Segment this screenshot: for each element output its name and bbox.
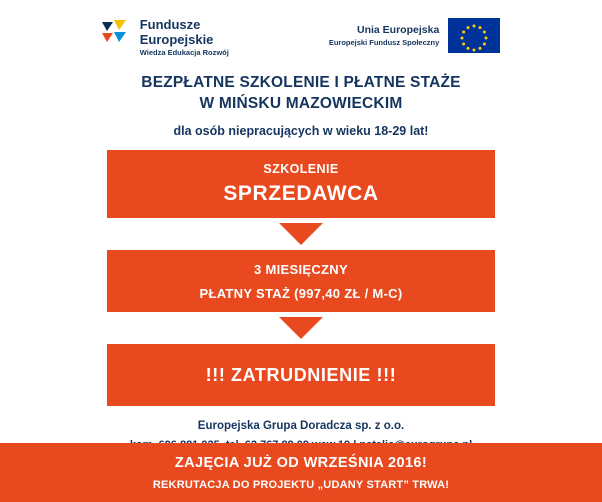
box-szkolenie-label: SZKOLENIE bbox=[263, 162, 339, 177]
box-zatrudnienie bbox=[107, 344, 495, 406]
box-szkolenie-value: SPRZEDAWCA bbox=[223, 182, 379, 206]
ue-line-1: Unia Europejska bbox=[357, 23, 440, 36]
title-block bbox=[0, 73, 602, 138]
fe-line-2: Europejskie bbox=[139, 31, 214, 47]
offer-boxes bbox=[0, 150, 602, 406]
unia-europejska-logo bbox=[329, 18, 500, 53]
box-staz bbox=[107, 250, 495, 312]
box-staz-line-2: PŁATNY STAŻ (997,40 ZŁ / M-C) bbox=[199, 285, 403, 301]
arrow-down-icon bbox=[279, 223, 323, 245]
page-title-line-1: BEZPŁATNE SZKOLENIE I PŁATNE STAŻE bbox=[141, 74, 461, 92]
ue-line-2: Europejski Fundusz Społeczny bbox=[328, 38, 440, 48]
banner-line-1: ZAJĘCIA JUŻ OD WRZEŚNIA 2016! bbox=[174, 454, 428, 471]
banner-line-2: REKRUTACJA DO PROJEKTU „UDANY START” TRWA! bbox=[152, 478, 450, 491]
fe-line-3: Wiedza Edukacja Rozwój bbox=[139, 48, 229, 58]
eu-flag-icon bbox=[448, 18, 500, 53]
box-staz-line-1: 3 MIESIĘCZNY bbox=[254, 261, 348, 277]
box-zatrudnienie-label: !!! ZATRUDNIENIE !!! bbox=[205, 364, 397, 385]
fe-line-1: Fundusze bbox=[139, 17, 201, 32]
page-subtitle: dla osób niepracujących w wieku 18-29 lat! bbox=[173, 124, 429, 139]
box-szkolenie bbox=[107, 150, 495, 218]
fundusze-europejskie-text bbox=[140, 18, 229, 57]
page-title-line-2: W MIŃSKU MAZOWIECKIM bbox=[199, 95, 403, 113]
unia-europejska-text bbox=[329, 24, 439, 48]
header-logos bbox=[0, 0, 602, 57]
arrow-down-icon bbox=[279, 317, 323, 339]
bottom-banner bbox=[0, 443, 602, 502]
fundusze-europejskie-mark-icon bbox=[102, 18, 132, 52]
fundusze-europejskie-logo bbox=[102, 18, 229, 57]
arrow-1 bbox=[107, 218, 495, 250]
arrow-2 bbox=[107, 312, 495, 344]
contact-company: Europejska Grupa Doradcza sp. z o.o. bbox=[197, 420, 405, 433]
